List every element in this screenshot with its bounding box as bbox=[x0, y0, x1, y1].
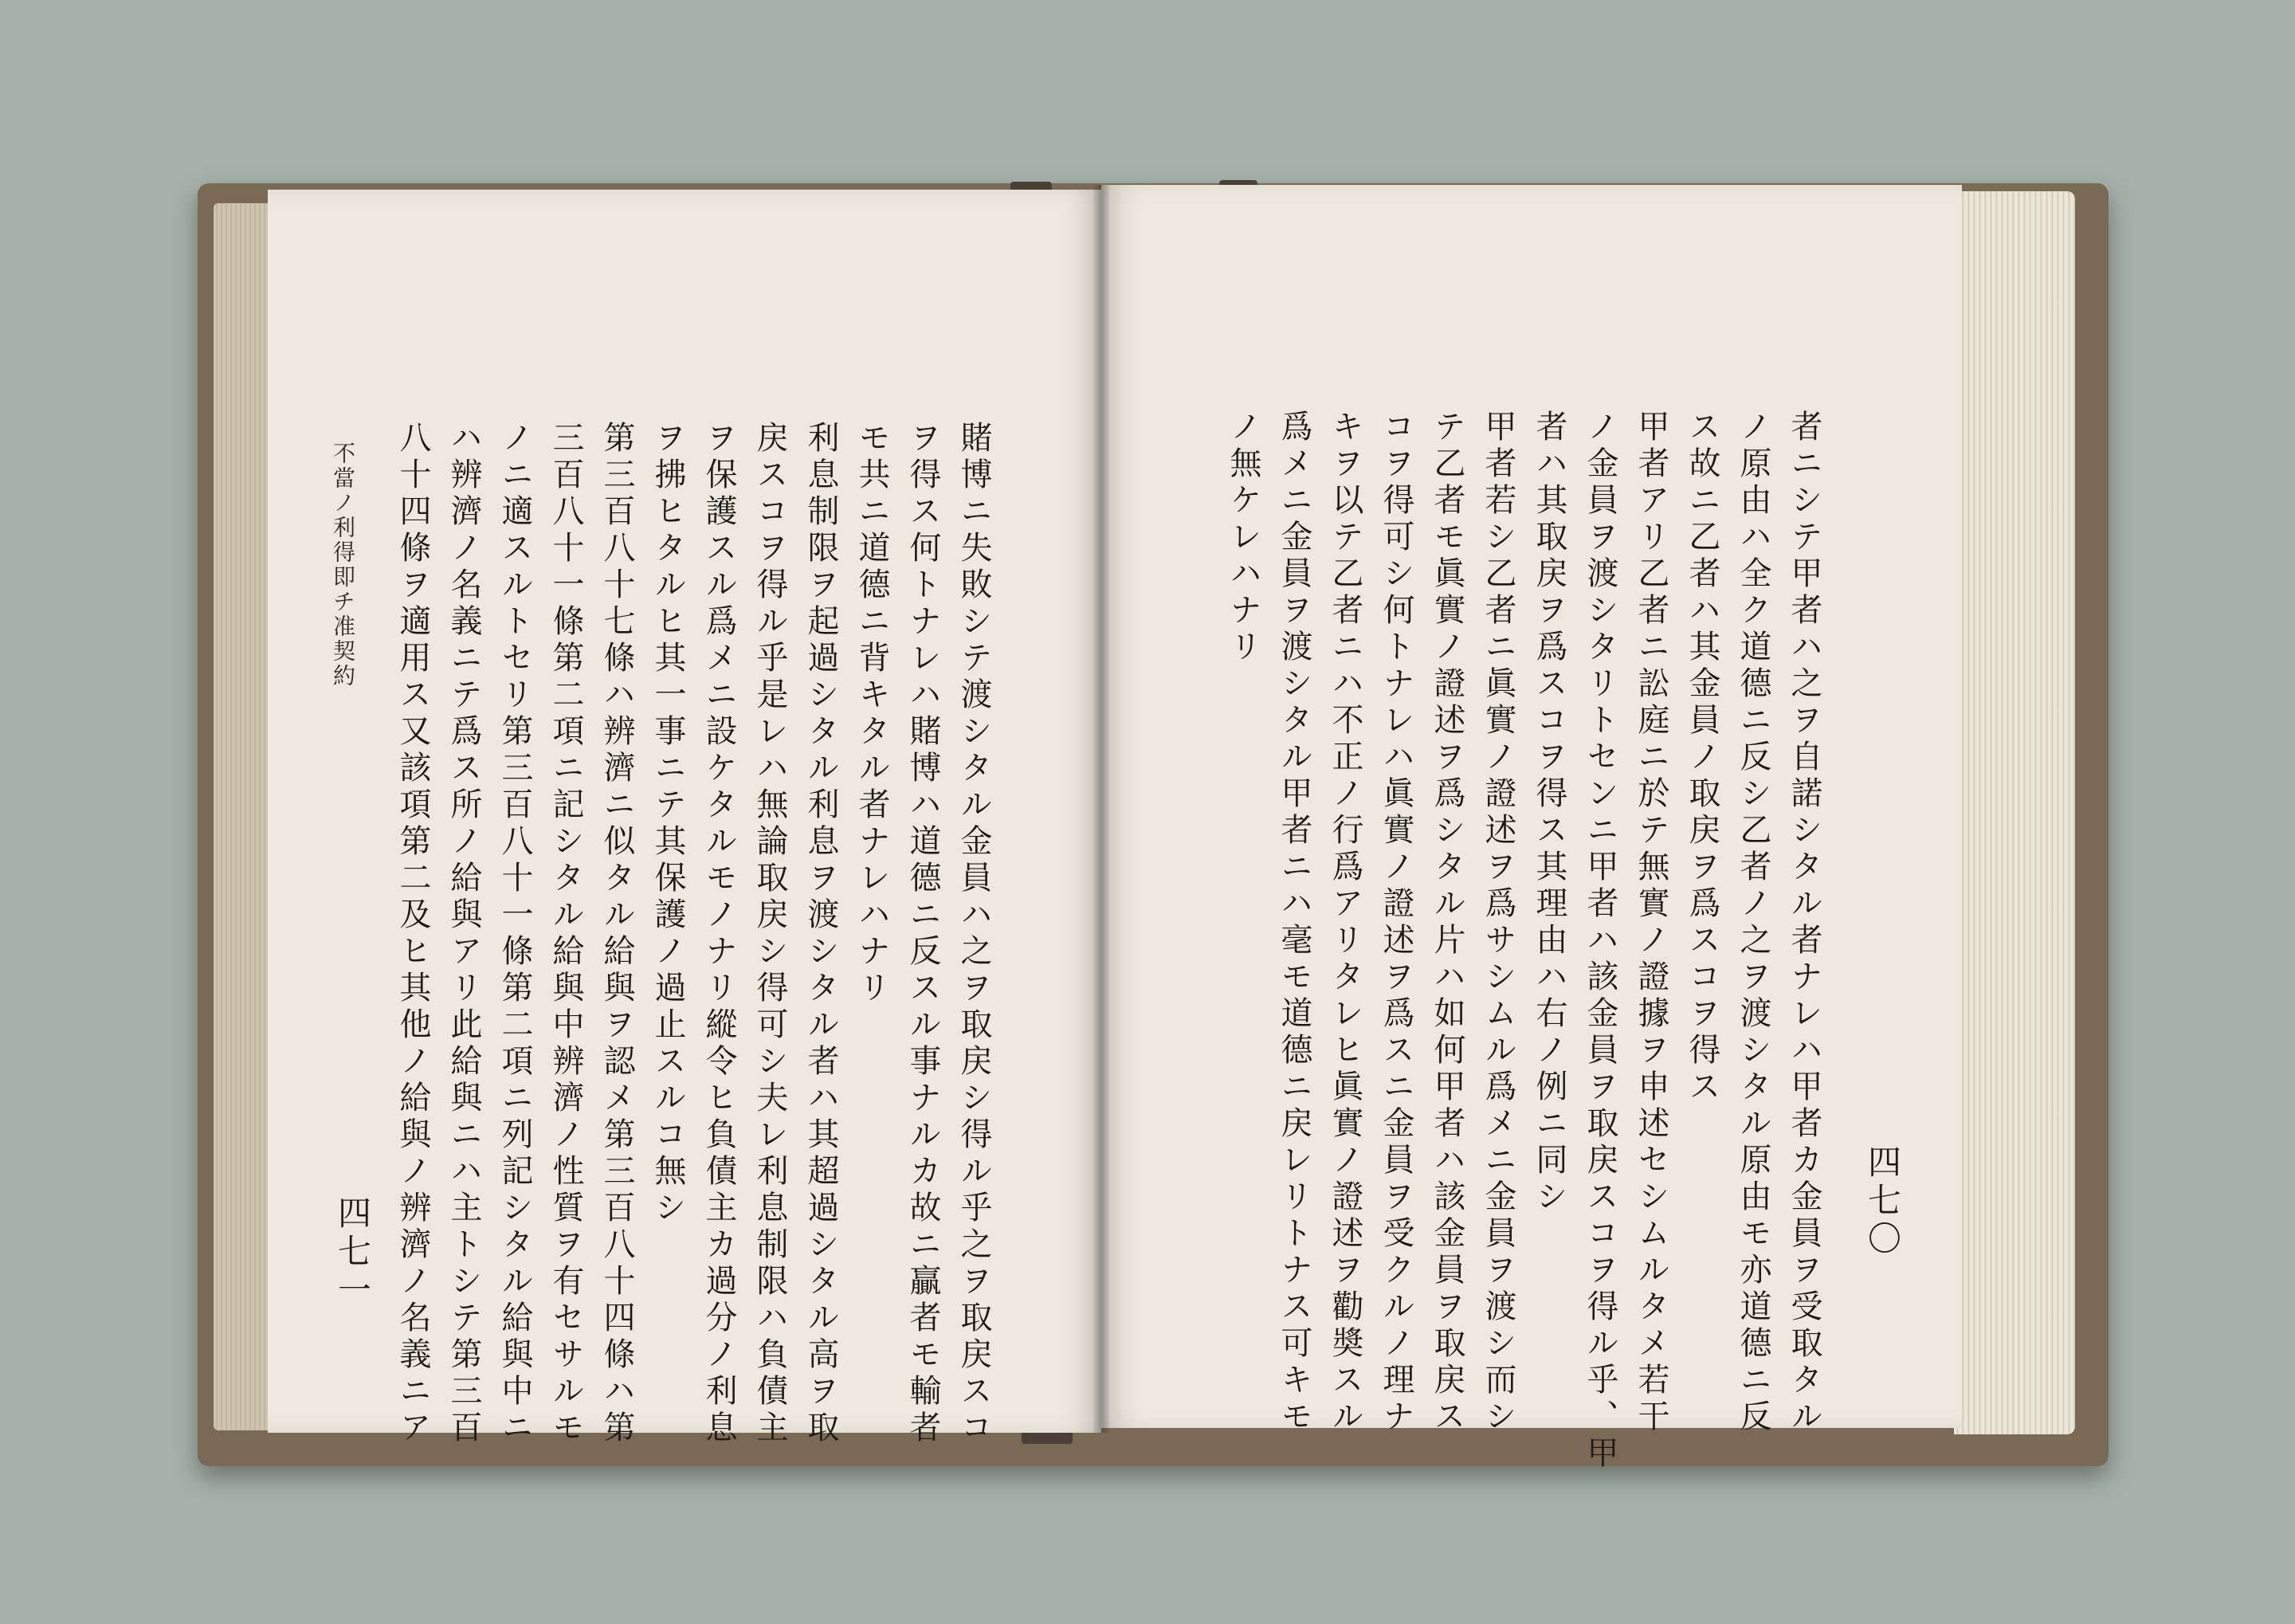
right-page-edges bbox=[1954, 191, 2075, 1434]
text-line: テ乙者モ眞實ノ證述ヲ爲シタル片ハ如何甲者ハ該金員ヲ取戻ス bbox=[1429, 410, 1465, 1436]
text-line: ノニ適スルトセリ第三百八十一條第二項ニ列記シタル給與中ニ bbox=[496, 421, 533, 1447]
text-line: ノ金員ヲ渡シタリトセンニ甲者ハ該金員ヲ取戻スコヲ得ル乎、甲 bbox=[1582, 410, 1618, 1473]
text-line: 甲者アリ乙者ニ訟庭ニ於テ無實ノ證據ヲ申述セシムルタメ若干 bbox=[1633, 410, 1669, 1436]
text-line: 三百八十一條第二項ニ記シタル給與中辨濟ノ性質ヲ有セサルモ bbox=[547, 421, 584, 1447]
text-line: ハ辨濟ノ名義ニテ爲ス所ノ給與アリ此給與ニハ主トシテ第三百 bbox=[445, 421, 482, 1447]
text-line: モ共ニ道德ニ背キタル者ナレハナリ bbox=[853, 421, 890, 1007]
text-line: コヲ得可シ何トナレハ眞實ノ證述ヲ爲スニ金員ヲ受クルノ理ナ bbox=[1378, 410, 1414, 1436]
text-line: キヲ以テ乙者ニハ不正ノ行爲アリタレヒ眞實ノ證述ヲ勸奬スル bbox=[1327, 410, 1363, 1436]
text-line: 第三百八十七條ハ辨濟ニ似タル給與ヲ認メ第三百八十四條ハ第 bbox=[598, 421, 635, 1447]
text-line: 者ニシテ甲者ハ之ヲ自諾シタル者ナレハ甲者カ金員ヲ受取タル bbox=[1786, 410, 1822, 1436]
text-line: 賭博ニ失敗シテ渡シタル金員ハ之ヲ取戻シ得ル乎之ヲ取戻スコ bbox=[955, 421, 992, 1447]
text-line: 爲メニ金員ヲ渡シタル甲者ニハ毫モ道德ニ戻レリトナス可キモ bbox=[1276, 410, 1312, 1436]
text-line: 八十四條ヲ適用ス又該項第二及ヒ其他ノ給與ノ辨濟ノ名義ニア bbox=[394, 421, 431, 1447]
text-line: ヲ得ス何トナレハ賭博ハ道德ニ反スル事ナルカ故ニ贏者モ輸者 bbox=[904, 421, 941, 1447]
text-line: 者ハ其取戻ヲ爲スコヲ得ス其理由ハ右ノ例ニ同シ bbox=[1531, 410, 1567, 1216]
text-line: 戻スコヲ得ル乎是レハ無論取戻シ得可シ夫レ利息制限ハ負債主 bbox=[751, 421, 788, 1447]
text-line: ヲ保護スル爲メニ設ケタルモノナリ縱令ヒ負債主カ過分ノ利息 bbox=[700, 421, 737, 1447]
text-line: ス故ニ乙者ハ其金員ノ取戻ヲ爲スコヲ得ス bbox=[1684, 410, 1720, 1106]
left-page bbox=[268, 190, 1101, 1447]
page-number-right: 四七〇 bbox=[1863, 1144, 1902, 1259]
book-gutter bbox=[1093, 185, 1109, 1433]
text-line: 甲者若シ乙者ニ眞實ノ證述ヲ爲サシムル爲メニ金員ヲ渡シ而シ bbox=[1480, 410, 1516, 1436]
page-number-left: 四七一 bbox=[333, 1195, 372, 1310]
text-line: 利息制限ヲ起過シタル利息ヲ渡シタル者ハ其超過シタル高ヲ取 bbox=[802, 421, 839, 1447]
text-line: ヲ拂ヒタルヒ其一事ニテ其保護ノ過止スルコ無シ bbox=[649, 421, 686, 1227]
running-head: 不當ノ利得即チ准契約 bbox=[330, 441, 356, 688]
right-page bbox=[1101, 185, 1962, 1473]
text-line: ノ原由ハ全ク道德ニ反シ乙者ノ之ヲ渡シタル原由モ亦道德ニ反 bbox=[1735, 410, 1771, 1436]
text-line: ノ無ケレハナリ bbox=[1225, 410, 1261, 666]
